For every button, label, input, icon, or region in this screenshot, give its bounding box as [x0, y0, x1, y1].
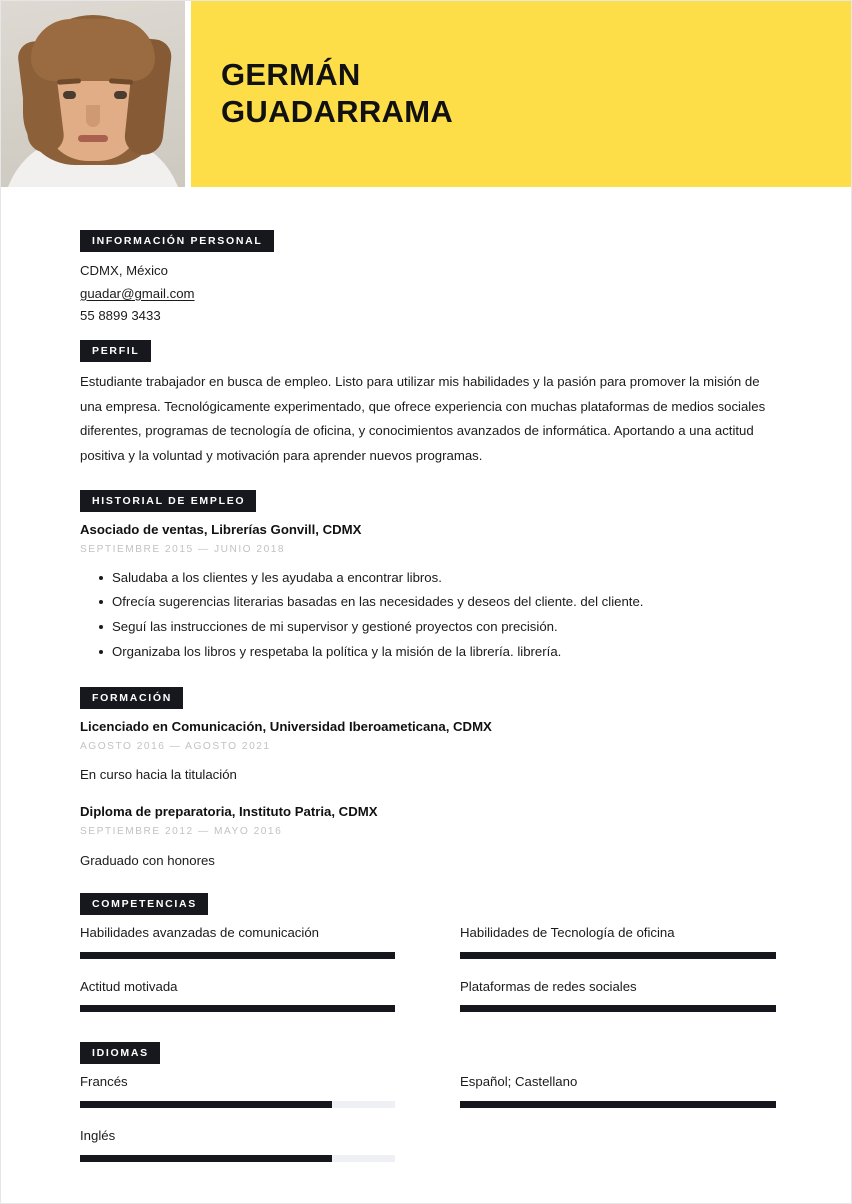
skill-item	[80, 923, 395, 977]
job-dates: SEPTIEMBRE 2015 — JUNIO 2018	[80, 544, 286, 556]
candidate-name	[221, 57, 453, 131]
photo-eye-right	[114, 91, 127, 99]
skill-name: Plataformas de redes sociales	[460, 978, 637, 994]
section-profile-header	[80, 340, 776, 362]
skill-meter-track	[80, 1005, 395, 1012]
skill-meter-track	[460, 1005, 776, 1012]
education-entry	[80, 802, 776, 870]
language-name: Inglés	[80, 1128, 116, 1144]
skill-meter-fill	[80, 1005, 395, 1012]
job-title: Asociado de ventas, Librerías Gonvill, CDMX	[80, 522, 362, 538]
section-label-skills: COMPETENCIAS	[80, 893, 208, 915]
skill-meter-fill	[80, 952, 395, 959]
language-meter-fill	[80, 1101, 332, 1108]
section-skills-header	[80, 893, 776, 915]
name-first: GERMÁN	[221, 57, 361, 93]
education-title: Licenciado en Comunicación, Universidad Iberoameticana, CDMX	[80, 719, 492, 735]
employment-entry	[80, 520, 776, 662]
section-label-personal: INFORMACIÓN PERSONAL	[80, 230, 274, 252]
language-meter-track	[80, 1155, 395, 1162]
skill-name: Habilidades avanzadas de comunicación	[80, 924, 319, 940]
profile-summary: Estudiante trabajador en busca de empleo. Listo para utilizar mis habilidades y la pasión para promover la misión de una empresa. Tecnológicamente experimentado, que ofrece experiencia con muchas plataformas de medios sociales diferentes, programas de tecnología de oficina, y conocimientos avanzados de informática. Aportando a una actitud positiva y la voluntad y motivación para aprender nuevos programas.	[80, 374, 766, 463]
list-item: Saludaba a los clientes y les ayudaba a encontrar libros.	[99, 567, 776, 589]
list-item: Seguí las instrucciones de mi supervisor y gestioné proyectos con precisión.	[99, 616, 776, 638]
section-personal-header	[80, 230, 776, 252]
language-item	[80, 1072, 395, 1126]
section-education-header	[80, 687, 776, 709]
list-item: Organizaba los libros y respetaba la política y la misión de la librería. librería.	[99, 641, 776, 663]
education-dates: SEPTIEMBRE 2012 — MAYO 2016	[80, 826, 283, 838]
skill-item	[80, 977, 395, 1031]
language-item	[80, 1126, 395, 1180]
language-meter-fill	[80, 1155, 332, 1162]
skill-item	[460, 977, 776, 1031]
language-meter-track	[80, 1101, 395, 1108]
spacer	[80, 785, 776, 802]
spacer	[80, 468, 776, 490]
spacer	[80, 871, 776, 893]
skill-name: Actitud motivada	[80, 978, 178, 994]
job-responsibilities	[80, 567, 776, 663]
section-languages-header	[80, 1042, 776, 1064]
language-meter-track	[460, 1101, 776, 1108]
section-label-employment: HISTORIAL DE EMPLEO	[80, 490, 256, 512]
photo-nose	[86, 105, 100, 127]
personal-phone: 55 8899 3433	[80, 308, 161, 324]
skill-name: Habilidades de Tecnología de oficina	[460, 924, 675, 940]
education-note: En curso hacia la titulación	[80, 767, 237, 783]
resume-body	[80, 230, 776, 1180]
skill-meter-fill	[460, 1005, 776, 1012]
skill-meter-fill	[460, 952, 776, 959]
education-note: Graduado con honores	[80, 852, 215, 868]
language-name: Español; Castellano	[460, 1074, 578, 1090]
photo-mouth	[78, 135, 108, 142]
name-last: GUADARRAMA	[221, 94, 454, 129]
photo-eye-left	[63, 91, 76, 99]
skills-grid	[80, 923, 776, 1031]
education-entry	[80, 717, 776, 785]
personal-email[interactable]: guadar@gmail.com	[80, 285, 195, 301]
section-label-profile: PERFIL	[80, 340, 151, 362]
spacer	[80, 328, 776, 340]
education-dates: AGOSTO 2016 — AGOSTO 2021	[80, 741, 271, 753]
education-title: Diploma de preparatoria, Instituto Patria, CDMX	[80, 804, 378, 820]
section-label-languages: IDIOMAS	[80, 1042, 160, 1064]
languages-grid	[80, 1072, 776, 1180]
resume-header	[1, 1, 852, 187]
section-label-education: FORMACIÓN	[80, 687, 183, 709]
personal-location: CDMX, México	[80, 263, 168, 279]
photo-hair-front	[31, 19, 155, 81]
profile-photo	[1, 1, 191, 187]
skill-meter-track	[80, 952, 395, 959]
list-item: Ofrecía sugerencias literarias basadas en las necesidades y deseos del cliente. del cliente.	[99, 591, 776, 613]
skill-item	[460, 923, 776, 977]
spacer	[80, 665, 776, 687]
language-name: Francés	[80, 1074, 128, 1090]
grid-spacer	[460, 1126, 776, 1180]
spacer	[80, 1030, 776, 1042]
name-banner	[191, 1, 852, 187]
language-meter-fill	[460, 1101, 776, 1108]
language-item	[460, 1072, 776, 1126]
skill-meter-track	[460, 952, 776, 959]
section-employment-header	[80, 490, 776, 512]
